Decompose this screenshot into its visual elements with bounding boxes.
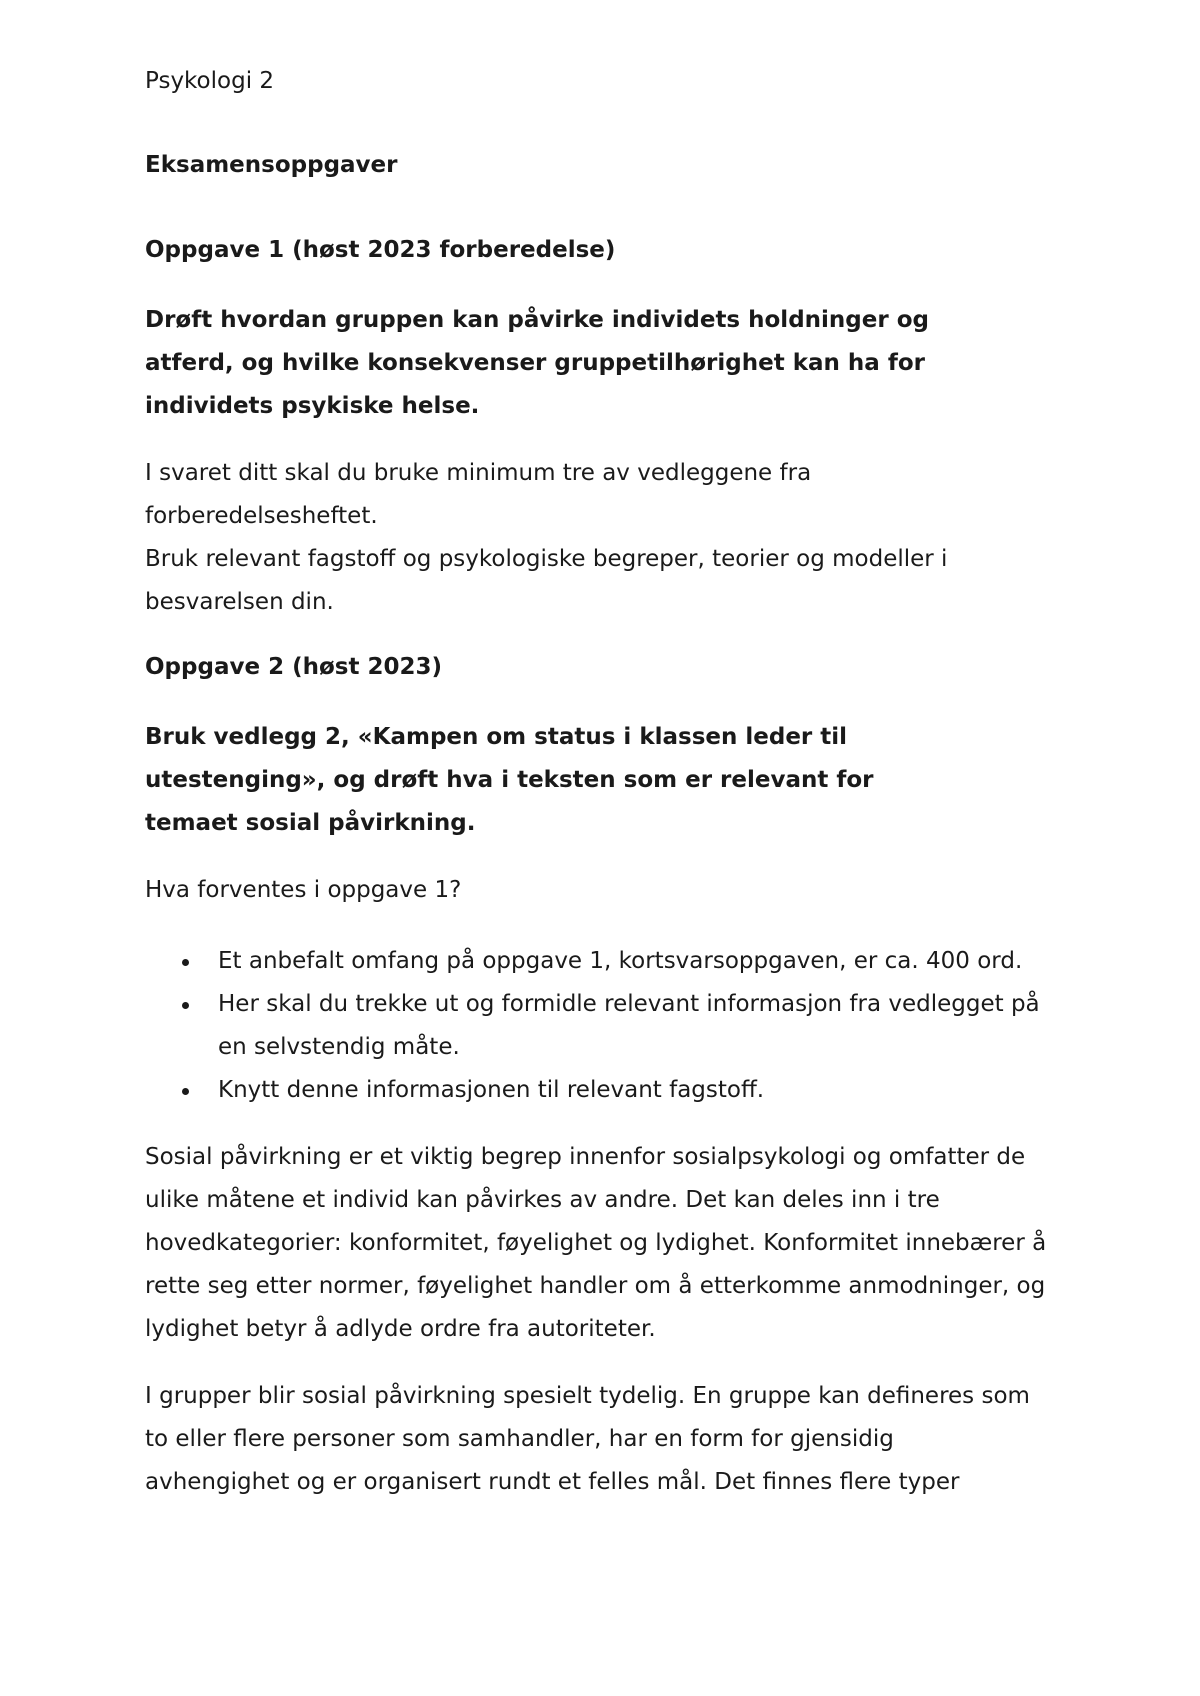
task2-heading: Oppgave 2 (høst 2023) — [145, 654, 442, 680]
list-item — [218, 940, 1038, 983]
task2-question: Bruk vedlegg 2, «Kampen om status i klassen leder til utestenging», og drøft hva i teksten som er relevant for temaet sosial påvirkning. — [145, 724, 874, 836]
bullet-icon — [182, 1088, 189, 1095]
expectations-list — [145, 940, 1075, 1112]
body-paragraph: I grupper blir sosial påvirkning spesielt tydelig. En gruppe kan defineres som to eller flere personer som samhandler, har en form for gjensidig avhengighet og er organisert rundt et felles mål. Det finnes flere typer — [145, 1383, 1030, 1495]
document-page — [145, 66, 1075, 1504]
list-item — [218, 1069, 1058, 1112]
list-item-text: Knytt denne informasjonen til relevant fagstoff. — [218, 1077, 765, 1103]
task1-question: Drøft hvordan gruppen kan påvirke individets holdninger og atferd, og hvilke konsekvenser gruppetilhørighet kan ha for individets psykiske helse. — [145, 307, 929, 419]
expectations-heading: Hva forventes i oppgave 1? — [145, 877, 462, 903]
body-paragraph: Sosial påvirkning er et viktig begrep innenfor sosialpsykologi og omfatter de ulike måtene et individ kan påvirkes av andre. Det kan deles inn i tre hovedkategorier: konformitet, føyelighet og lydighet. Konformitet innebærer å rette seg etter normer, føyelighet handler om å etterkomme anmodninger, og lydighet betyr å adlyde ordre fra autoriteter. — [145, 1144, 1047, 1342]
list-item-text: Her skal du trekke ut og formidle relevant informasjon fra vedlegget på en selvstendig måte. — [218, 991, 1040, 1060]
task1-heading: Oppgave 1 (høst 2023 forberedelse) — [145, 237, 616, 263]
task1-instruction-1: I svaret ditt skal du bruke minimum tre av vedleggene fra forberedelsesheftet. — [145, 460, 812, 529]
task1-instruction-2: Bruk relevant fagstoff og psykologiske begreper, teorier og modeller i besvarelsen din. — [145, 546, 948, 615]
list-item — [218, 983, 1058, 1069]
bullet-icon — [182, 1002, 189, 1009]
bullet-icon — [182, 959, 189, 966]
course-title: Psykologi 2 — [145, 68, 275, 94]
section-heading: Eksamensoppgaver — [145, 152, 398, 178]
list-item-text: Et anbefalt omfang på oppgave 1, kortsvarsoppgaven, er ca. 400 ord. — [218, 948, 1023, 974]
